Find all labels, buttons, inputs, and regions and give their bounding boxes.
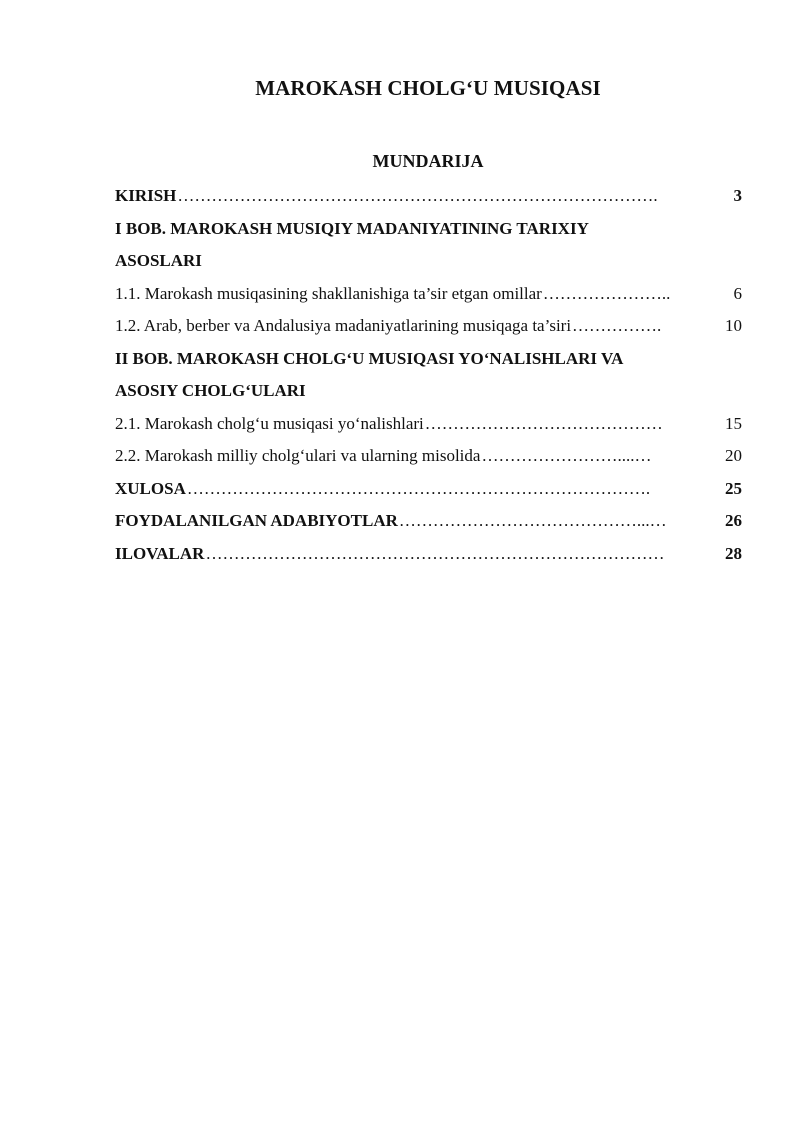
toc-chapter-1[interactable] <box>115 213 742 278</box>
toc-chapter-title-line: I BOB. MAROKASH MUSIQIY MADANIYATINING TARIXIY <box>115 218 589 238</box>
toc-page-number: 6 <box>733 283 742 303</box>
toc-leader: ………………………………………………………………………. <box>186 478 651 498</box>
toc-page-number: 15 <box>725 413 742 433</box>
toc-entry-label: 1.2. Arab, berber va Andalusiya madaniyatlarining musiqaga ta’siri <box>115 316 572 335</box>
toc-entry-intro[interactable] <box>115 180 742 213</box>
toc-leader: …………………………………………………………………………. <box>177 186 658 205</box>
toc-leader: ……………………....… <box>481 446 652 465</box>
toc-page-number: 20 <box>725 446 742 465</box>
toc-page-number: 28 <box>725 543 742 563</box>
toc-entry-appendix[interactable] <box>115 538 742 571</box>
toc-chapter-title-line: ASOSLARI <box>115 251 202 270</box>
toc-leader: ……………. <box>572 316 662 335</box>
toc-entry-1-2[interactable] <box>115 310 742 343</box>
toc-entry-1-1[interactable] <box>115 278 742 311</box>
toc-entry-2-2[interactable] <box>115 440 742 473</box>
toc-chapter-title-line: II BOB. MAROKASH CHOLG‘U MUSIQASI YO‘NALISHLARI VA <box>115 348 624 368</box>
document-title: MAROKASH CHOLG‘U MUSIQASI <box>255 76 601 100</box>
toc-page-number: 3 <box>733 186 742 205</box>
toc-leader: ……………………………………………………………………… <box>205 543 665 563</box>
toc-page-number: 10 <box>725 316 742 335</box>
toc-leader: …………………………………… <box>424 413 663 433</box>
toc-entry-conclusion[interactable] <box>115 473 742 506</box>
toc-page-number: 26 <box>725 511 742 530</box>
toc-entry-label: XULOSA <box>115 478 186 498</box>
toc-entry-label: 2.1. Marokash cholg‘u musiqasi yo‘nalishlari <box>115 413 424 433</box>
toc-chapter-2[interactable] <box>115 343 742 408</box>
toc-entry-label: ILOVALAR <box>115 543 205 563</box>
toc-chapter-title-line: ASOSIY CHOLG‘ULARI <box>115 381 306 400</box>
toc-entry-label: 1.1. Marokash musiqasining shakllanishiga ta’sir etgan omillar <box>115 283 542 303</box>
toc-entry-label: 2.2. Marokash milliy cholg‘ulari va ularning misolida <box>115 446 481 465</box>
toc-page-number: 25 <box>725 478 742 498</box>
toc-entry-label: KIRISH <box>115 186 177 205</box>
toc-heading: MUNDARIJA <box>372 151 484 171</box>
toc-entry-2-1[interactable] <box>115 408 742 441</box>
toc-leader: ………………….. <box>542 283 671 303</box>
toc-leader: ……………………………………...… <box>398 511 667 530</box>
table-of-contents <box>115 180 742 570</box>
toc-entry-label: FOYDALANILGAN ADABIYOTLAR <box>115 511 398 530</box>
toc-entry-references[interactable] <box>115 505 742 538</box>
